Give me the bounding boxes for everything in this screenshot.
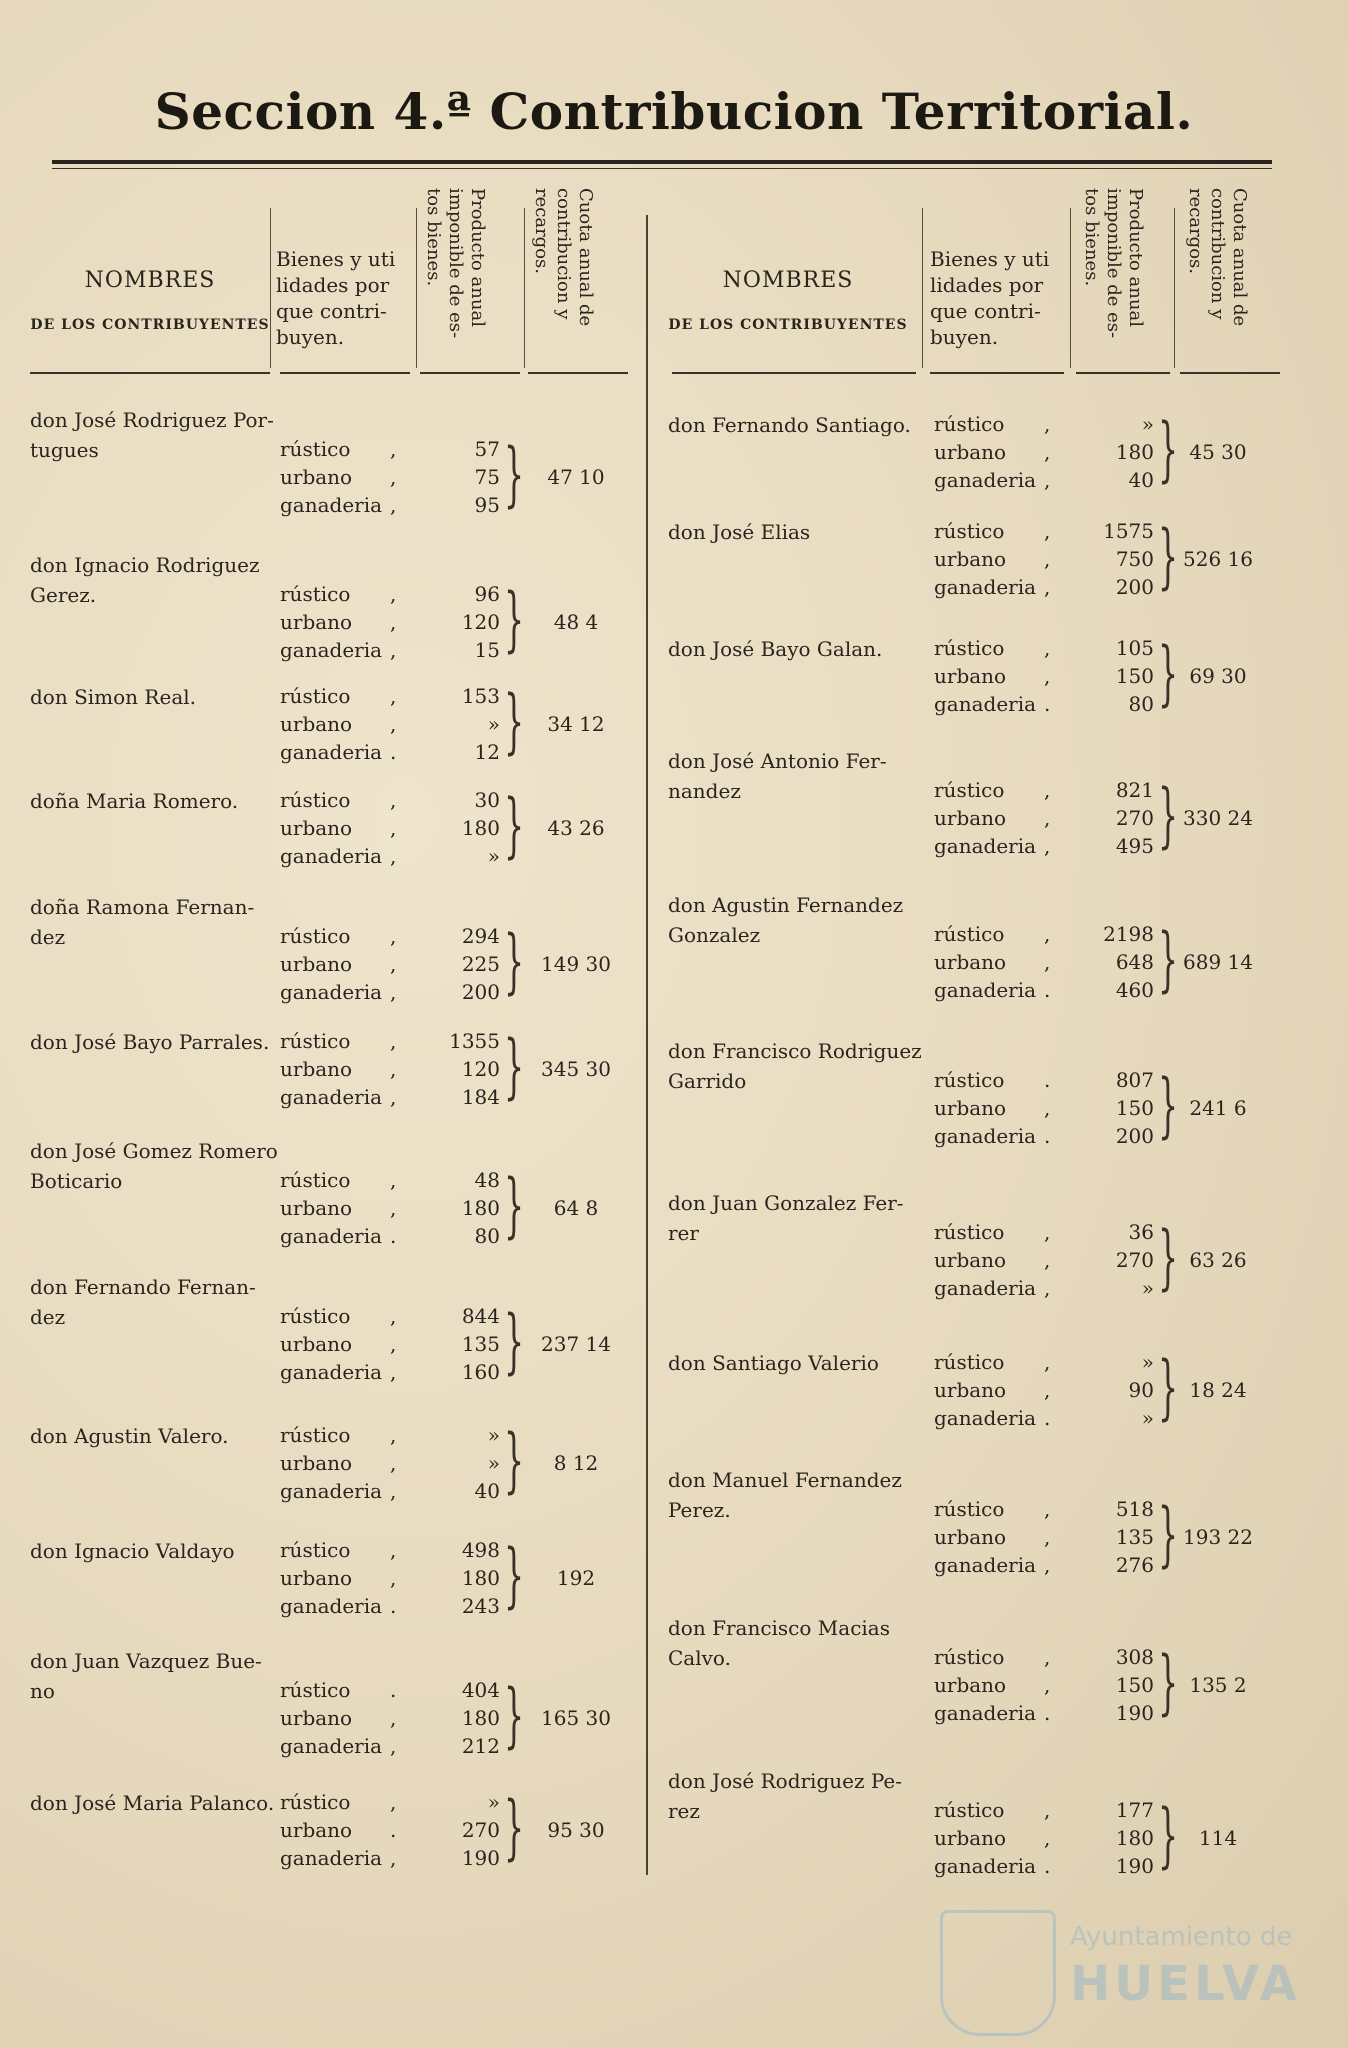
property-line: rústico , 1355 xyxy=(280,1029,500,1053)
property-line: ganaderia , 200 xyxy=(280,980,500,1004)
property-line: urbano , 135 xyxy=(280,1332,500,1356)
brace-glyph: } xyxy=(1158,1346,1179,1428)
property-line: urbano , 750 xyxy=(934,547,1154,571)
brace-glyph: } xyxy=(1158,1641,1179,1723)
property-line: urbano , » xyxy=(280,712,500,736)
contributor-name: don Francisco Rodriguez Garrido xyxy=(668,1039,922,1093)
brace-glyph: } xyxy=(1158,408,1179,490)
property-line: rústico , 308 xyxy=(934,1645,1154,1669)
brace-glyph: } xyxy=(504,1300,525,1382)
header-bienes: Bienes y uti lidades por que contri- buyen. xyxy=(276,247,396,349)
property-line: urbano , 150 xyxy=(934,1096,1154,1120)
property-line: rústico , 153 xyxy=(280,684,500,708)
cuota-value: 241 6 xyxy=(1189,1096,1247,1120)
contributor-name: don José Bayo Parrales. xyxy=(30,1030,270,1054)
contributor-name: don Agustin Valero. xyxy=(30,1424,229,1448)
contributor-name: don Ignacio Valdayo xyxy=(30,1539,235,1563)
contributor-name: don José Rodriguez Pe- rez xyxy=(668,1769,903,1823)
contributor-name: don Fernando Santiago. xyxy=(668,413,911,437)
left-table-header xyxy=(30,188,630,378)
brace-glyph: } xyxy=(504,433,525,515)
brace-glyph: } xyxy=(504,1786,525,1868)
property-line: ganaderia . 460 xyxy=(934,978,1154,1002)
property-line: urbano , 90 xyxy=(934,1378,1154,1402)
coat-of-arms-icon xyxy=(940,1910,1056,2036)
contributor-name: don Juan Vazquez Bue- no xyxy=(30,1649,262,1703)
property-line: urbano , 225 xyxy=(280,952,500,976)
property-line: ganaderia . 190 xyxy=(934,1701,1154,1725)
property-line: rústico , 821 xyxy=(934,778,1154,802)
cuota-value: 69 30 xyxy=(1189,664,1247,688)
header-bienes: Bienes y uti lidades por que contri- buyen. xyxy=(930,247,1050,349)
property-line: ganaderia , 190 xyxy=(280,1846,500,1870)
cuota-value: 165 30 xyxy=(541,1706,611,1730)
property-line: rústico , 30 xyxy=(280,788,500,812)
property-line: urbano , 120 xyxy=(280,1057,500,1081)
property-line: rústico , 177 xyxy=(934,1798,1154,1822)
header-producto: Producto anual imponible de es- tos bienes. xyxy=(423,188,488,339)
property-line: urbano , 75 xyxy=(280,465,500,489)
header-cuota: Cuota anual de contribucion y recargos. xyxy=(531,188,596,327)
property-line: urbano , 180 xyxy=(280,816,500,840)
property-line: ganaderia , 40 xyxy=(280,1479,500,1503)
property-line: rústico , 294 xyxy=(280,924,500,948)
property-line: ganaderia , 95 xyxy=(280,493,500,517)
property-line: urbano , 270 xyxy=(934,1248,1154,1272)
property-line: rústico , 48 xyxy=(280,1168,500,1192)
property-line: urbano , 135 xyxy=(934,1525,1154,1549)
header-nombres: NOMBRES DE LOS CONTRIBUYENTES xyxy=(30,268,270,333)
cuota-value: 193 22 xyxy=(1183,1525,1253,1549)
brace-glyph: } xyxy=(1158,515,1179,597)
property-line: rústico , » xyxy=(280,1790,500,1814)
cuota-value: 48 4 xyxy=(553,610,599,634)
contributor-name: don José Bayo Galan. xyxy=(668,637,883,661)
contributor-name: don Francisco Macias Calvo. xyxy=(668,1616,890,1670)
contributor-name: doña Maria Romero. xyxy=(30,789,239,813)
property-line: ganaderia , 276 xyxy=(934,1553,1154,1577)
header-producto: Producto anual imponible de es- tos bienes. xyxy=(1081,188,1146,339)
brace-glyph: } xyxy=(504,920,525,1002)
cuota-value: 114 xyxy=(1198,1826,1238,1850)
cuota-value: 192 xyxy=(556,1566,596,1590)
brace-glyph: } xyxy=(504,578,525,660)
brace-glyph: } xyxy=(1158,1493,1179,1575)
cuota-value: 330 24 xyxy=(1183,806,1253,830)
property-line: urbano , 180 xyxy=(280,1706,500,1730)
property-line: rústico , 36 xyxy=(934,1220,1154,1244)
property-line: rústico , 2198 xyxy=(934,922,1154,946)
property-line: rústico , 498 xyxy=(280,1538,500,1562)
contributor-name: don Juan Gonzalez Fer- rer xyxy=(668,1191,904,1245)
contributor-name: don Fernando Fernan- dez xyxy=(30,1275,256,1329)
brace-glyph: } xyxy=(504,784,525,866)
property-line: ganaderia . 80 xyxy=(934,692,1154,716)
property-line: ganaderia , 160 xyxy=(280,1360,500,1384)
property-line: ganaderia . 243 xyxy=(280,1594,500,1618)
contributor-name: don José Gomez Romero Boticario xyxy=(30,1139,278,1193)
contributor-name: don Agustin Fernandez Gonzalez xyxy=(668,893,904,947)
brace-glyph: } xyxy=(1158,774,1179,856)
property-line: ganaderia . 190 xyxy=(934,1854,1154,1878)
property-line: ganaderia , 40 xyxy=(934,468,1154,492)
header-nombres: NOMBRES DE LOS CONTRIBUYENTES xyxy=(668,268,908,333)
contributor-name: don José Antonio Fer- nandez xyxy=(668,749,887,803)
property-line: ganaderia , 200 xyxy=(934,575,1154,599)
brace-glyph: } xyxy=(504,1025,525,1107)
right-table-header xyxy=(668,188,1288,378)
property-line: rústico , 518 xyxy=(934,1497,1154,1521)
cuota-value: 64 8 xyxy=(553,1196,599,1220)
property-line: ganaderia , 15 xyxy=(280,638,500,662)
brace-glyph: } xyxy=(1158,632,1179,714)
property-line: rústico . 404 xyxy=(280,1678,500,1702)
property-line: urbano , 270 xyxy=(934,806,1154,830)
title-rule xyxy=(52,160,1272,164)
contributor-name: don Manuel Fernandez Perez. xyxy=(668,1468,902,1522)
property-line: urbano , 150 xyxy=(934,1673,1154,1697)
property-line: ganaderia , » xyxy=(934,1276,1154,1300)
contributor-name: don Simon Real. xyxy=(30,685,196,709)
property-line: urbano , 180 xyxy=(280,1196,500,1220)
cuota-value: 43 26 xyxy=(547,816,605,840)
brace-glyph: } xyxy=(1158,1064,1179,1146)
contributor-name: doña Ramona Fernan- dez xyxy=(30,895,255,949)
property-line: rústico , » xyxy=(934,1350,1154,1374)
cuota-value: 95 30 xyxy=(547,1818,605,1842)
property-line: ganaderia . » xyxy=(934,1406,1154,1430)
cuota-value: 135 2 xyxy=(1189,1673,1247,1697)
property-line: ganaderia , 184 xyxy=(280,1085,500,1109)
property-line: rústico , » xyxy=(280,1423,500,1447)
cuota-value: 8 12 xyxy=(553,1451,599,1475)
property-line: urbano , 180 xyxy=(934,1826,1154,1850)
page-title: Seccion 4.ª Contribucion Territorial. xyxy=(154,82,1194,141)
property-line: urbano , 120 xyxy=(280,610,500,634)
property-line: ganaderia . 200 xyxy=(934,1124,1154,1148)
property-line: ganaderia . 80 xyxy=(280,1224,500,1248)
property-line: ganaderia , » xyxy=(280,844,500,868)
cuota-value: 237 14 xyxy=(541,1332,611,1356)
brace-glyph: } xyxy=(504,1164,525,1246)
brace-glyph: } xyxy=(1158,1216,1179,1298)
property-line: rústico , 105 xyxy=(934,636,1154,660)
cuota-value: 689 14 xyxy=(1183,950,1253,974)
contributor-name: don Santiago Valerio xyxy=(668,1351,879,1375)
cuota-value: 45 30 xyxy=(1189,440,1247,464)
property-line: urbano , 180 xyxy=(280,1566,500,1590)
brace-glyph: } xyxy=(504,1534,525,1616)
property-line: rústico , 844 xyxy=(280,1304,500,1328)
property-line: urbano , 648 xyxy=(934,950,1154,974)
brace-glyph: } xyxy=(504,680,525,762)
property-line: urbano , » xyxy=(280,1451,500,1475)
brace-glyph: } xyxy=(504,1674,525,1756)
property-line: rústico , » xyxy=(934,412,1154,436)
property-line: urbano , 150 xyxy=(934,664,1154,688)
cuota-value: 63 26 xyxy=(1189,1248,1247,1272)
property-line: rústico , 57 xyxy=(280,437,500,461)
column-divider xyxy=(646,215,648,1875)
header-cuota: Cuota anual de contribucion y recargos. xyxy=(1185,188,1250,327)
cuota-value: 526 16 xyxy=(1183,547,1253,571)
brace-glyph: } xyxy=(1158,1794,1179,1876)
property-line: rústico , 96 xyxy=(280,582,500,606)
property-line: ganaderia . 12 xyxy=(280,740,500,764)
property-line: rústico , 1575 xyxy=(934,519,1154,543)
cuota-value: 47 10 xyxy=(547,465,605,489)
contributor-name: don Ignacio Rodriguez Gerez. xyxy=(30,553,260,607)
cuota-value: 345 30 xyxy=(541,1057,611,1081)
title-rule-thin xyxy=(52,168,1272,169)
brace-glyph: } xyxy=(1158,918,1179,1000)
property-line: ganaderia , 495 xyxy=(934,834,1154,858)
contributor-name: don José Rodriguez Por- tugues xyxy=(30,408,274,462)
cuota-value: 18 24 xyxy=(1189,1378,1247,1402)
property-line: ganaderia , 212 xyxy=(280,1734,500,1758)
cuota-value: 34 12 xyxy=(547,712,605,736)
property-line: rústico . 807 xyxy=(934,1068,1154,1092)
cuota-value: 149 30 xyxy=(541,952,611,976)
archive-watermark: Ayuntamiento de HUELVA xyxy=(940,1910,1320,2030)
brace-glyph: } xyxy=(504,1419,525,1501)
contributor-name: don José Elias xyxy=(668,520,811,544)
property-line: urbano . 270 xyxy=(280,1818,500,1842)
contributor-name: don José Maria Palanco. xyxy=(30,1791,275,1815)
property-line: urbano , 180 xyxy=(934,440,1154,464)
